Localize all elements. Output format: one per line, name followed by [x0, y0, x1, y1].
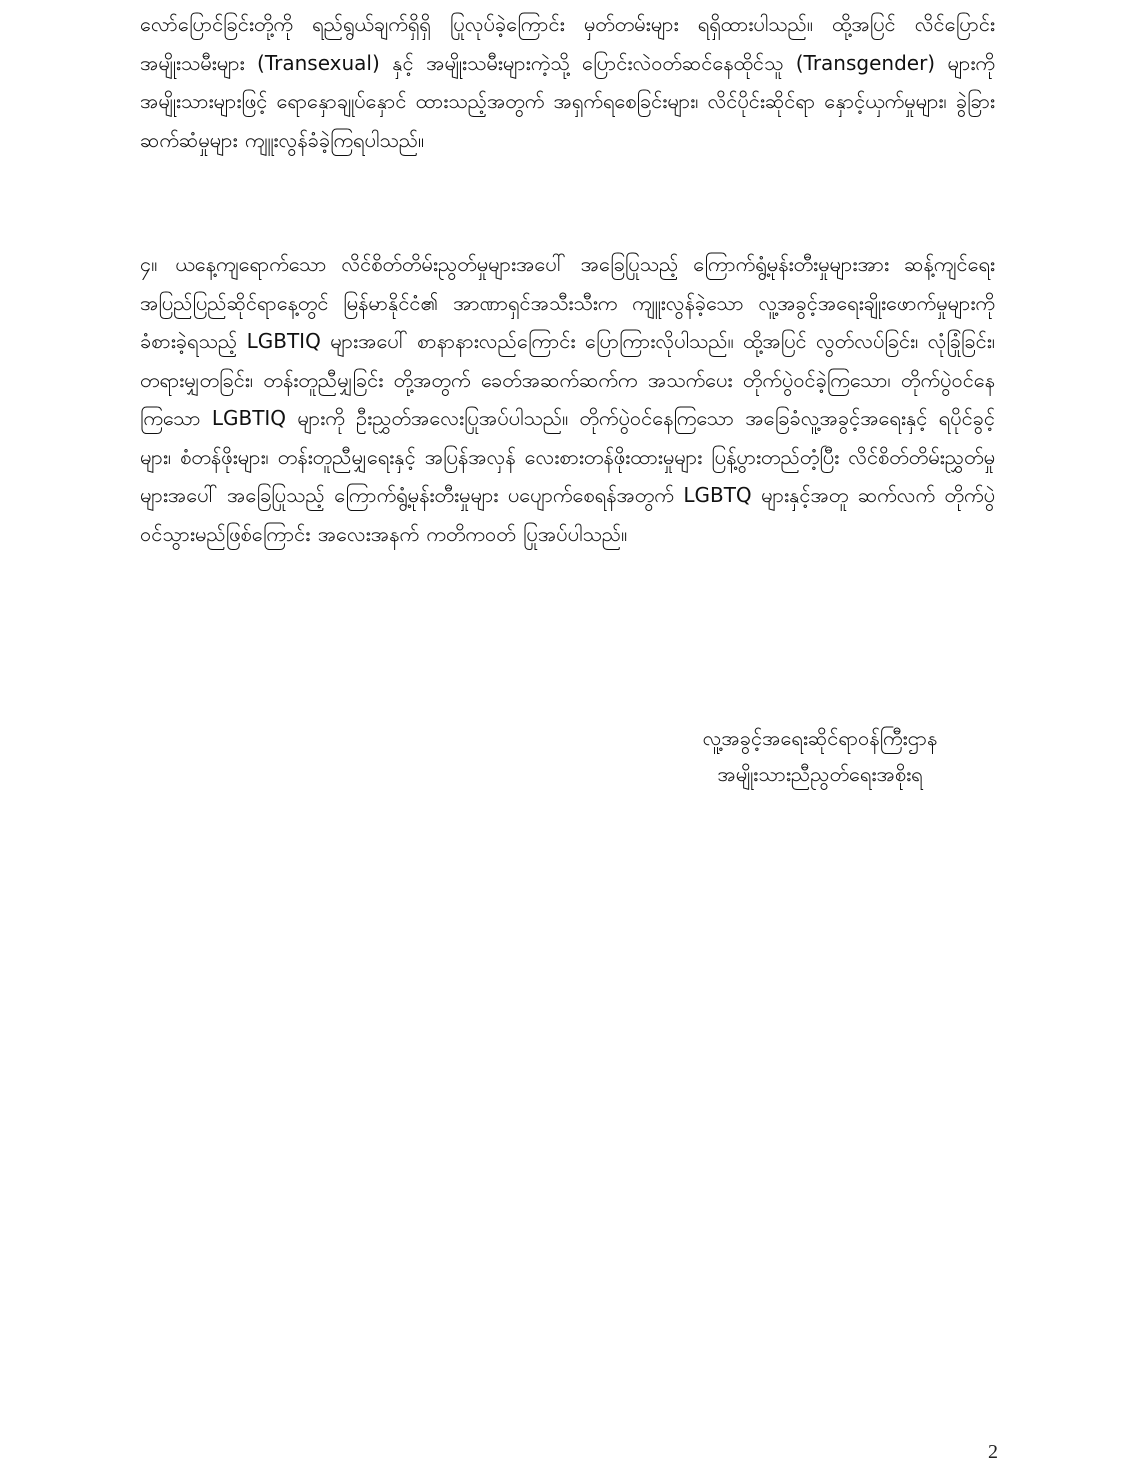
signature-government: အမျိုးသားညီညွတ်ရေးအစိုးရ — [717, 762, 923, 786]
paragraph-continuation: လော်ပြောင်ခြင်းတို့ကို ရည်ရွယ်ချက်ရှိရှိ ပြုလုပ်ခဲ့ကြောင်း မှတ်တမ်းများ ရရှိထားပါသည်။ ထို့အပြင် လိင်ပြောင်းအမျိုးသမီးများ (Transexual) နှင့် အမျိုးသမီးများကဲ့သို့ ပြောင်းလဲဝတ်ဆင်နေထိုင်သူ (Transgender) များကို အမျိုးသားများဖြင့် ရောနှောချုပ်နှောင် ထားသည့်အတွက် အရှက်ရစေခြင်းများ၊ လိင်ပိုင်းဆိုင်ရာ နှောင့်ယှက်မှုများ၊ ခွဲခြားဆက်ဆံမှုများ ကျူးလွန်ခံခဲ့ကြရပါသည်။ — [140, 12, 995, 152]
signature-block — [660, 720, 980, 792]
signature-ministry: လူ့အခွင့်အရေးဆိုင်ရာဝန်ကြီးဌာန — [702, 726, 938, 750]
paragraph-4-text: ယနေ့ကျရောက်သော လိင်စိတ်တိမ်းညွတ်မှုများအပေါ် အခြေပြုသည့် ကြောက်ရွံ့မုန်းတီးမှုများအား ဆန့်ကျင်ရေး အပြည်ပြည်ဆိုင်ရာနေ့တွင် မြန်မာနိုင်ငံ၏ အာဏာရှင်အသီးသီးက ကျူးလွန်ခဲ့သော လူ့အခွင့်အရေးချိုးဖောက်မှုများကို ခံစားခဲ့ရသည့် LGBTIQ များအပေါ် စာနာနားလည်ကြောင်း ပြောကြားလိုပါသည်။ ထို့အပြင် လွတ်လပ်ခြင်း၊ လုံခြုံခြင်း၊ တရားမျှတခြင်း၊ တန်းတူညီမျှခြင်း တို့အတွက် ခေတ်အဆက်ဆက်က အသက်ပေး တိုက်ပွဲဝင်ခဲ့ကြသော၊ တိုက်ပွဲဝင်နေကြသော LGBTIQ များကို ဦးညွှတ်အလေးပြုအပ်ပါသည်။ တိုက်ပွဲဝင်နေကြသော အခြေခံလူ့အခွင့်အရေးနှင့် ရပိုင်ခွင့်များ၊ စံတန်ဖိုးများ၊ တန်းတူညီမျှရေးနှင့် အပြန်အလှန် လေးစားတန်ဖိုးထားမှုများ ပြန့်ပွားတည်တံ့ပြီး လိင်စိတ်တိမ်းညွှတ်မှုများအပေါ် အခြေပြုသည့် ကြောက်ရွံ့မုန်းတီးမှုများ ပပျောက်စေရန်အတွက် LGBTQ များနှင့်အတူ ဆက်လက် တိုက်ပွဲဝင်သွားမည်ဖြစ်ကြောင်း အလေးအနက် ကတိကဝတ် ပြုအပ်ပါသည်။ — [140, 252, 995, 546]
page-number: 2 — [988, 1441, 998, 1463]
paragraph-number: ၄။ — [140, 252, 158, 276]
paragraph-4 — [140, 245, 995, 553]
